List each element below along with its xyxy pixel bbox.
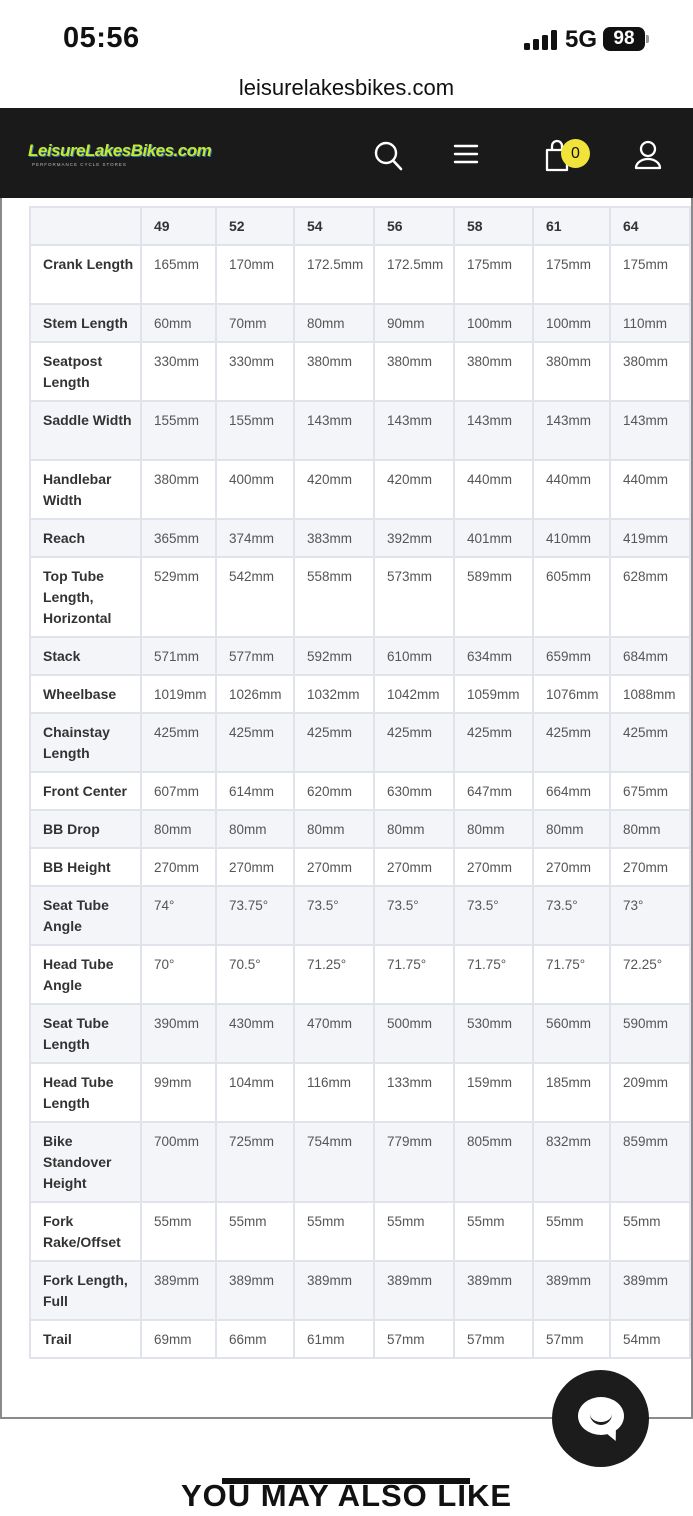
table-cell: 1088mm xyxy=(610,675,690,713)
size-header: 64 xyxy=(610,207,690,245)
table-cell: 70.5° xyxy=(216,945,294,1004)
table-cell: 620mm xyxy=(294,772,374,810)
table-cell: 577mm xyxy=(216,637,294,675)
table-cell: 573mm xyxy=(374,557,454,637)
table-cell: 143mm xyxy=(374,401,454,460)
table-cell: 859mm xyxy=(610,1122,690,1202)
table-row xyxy=(30,557,690,637)
table-cell: 143mm xyxy=(610,401,690,460)
table-cell: 165mm xyxy=(141,245,216,304)
table-cell: 684mm xyxy=(610,637,690,675)
table-cell: 104mm xyxy=(216,1063,294,1122)
table-cell: 270mm xyxy=(374,848,454,886)
table-cell: 330mm xyxy=(141,342,216,401)
table-cell: 209mm xyxy=(610,1063,690,1122)
table-cell: 610mm xyxy=(374,637,454,675)
table-cell: 380mm xyxy=(533,342,610,401)
table-row xyxy=(30,772,690,810)
table-cell: 57mm xyxy=(374,1320,454,1358)
size-header: 52 xyxy=(216,207,294,245)
table-cell: 55mm xyxy=(216,1202,294,1261)
table-cell: 155mm xyxy=(216,401,294,460)
table-cell: 430mm xyxy=(216,1004,294,1063)
table-cell: 470mm xyxy=(294,1004,374,1063)
status-time: 05:56 xyxy=(63,22,140,54)
table-cell: 73.5° xyxy=(454,886,533,945)
table-cell: 1076mm xyxy=(533,675,610,713)
row-label: Head Tube Angle xyxy=(30,945,141,1004)
table-cell: 55mm xyxy=(294,1202,374,1261)
table-cell: 80mm xyxy=(216,810,294,848)
table-row xyxy=(30,945,690,1004)
menu-icon[interactable] xyxy=(453,142,479,166)
table-cell: 1042mm xyxy=(374,675,454,713)
table-cell: 175mm xyxy=(454,245,533,304)
table-cell: 571mm xyxy=(141,637,216,675)
table-cell: 365mm xyxy=(141,519,216,557)
table-cell: 389mm xyxy=(141,1261,216,1320)
search-icon[interactable] xyxy=(373,140,403,172)
table-cell: 634mm xyxy=(454,637,533,675)
table-cell: 389mm xyxy=(533,1261,610,1320)
table-cell: 172.5mm xyxy=(374,245,454,304)
geometry-table-scroll[interactable] xyxy=(29,206,676,1366)
row-label: Trail xyxy=(30,1320,141,1358)
table-cell: 401mm xyxy=(454,519,533,557)
table-cell: 270mm xyxy=(610,848,690,886)
table-cell: 607mm xyxy=(141,772,216,810)
battery-tip xyxy=(646,35,649,43)
table-cell: 170mm xyxy=(216,245,294,304)
table-cell: 57mm xyxy=(454,1320,533,1358)
account-icon[interactable] xyxy=(633,139,663,171)
table-cell: 1059mm xyxy=(454,675,533,713)
table-cell: 425mm xyxy=(610,713,690,772)
table-cell: 143mm xyxy=(294,401,374,460)
row-label: Fork Rake/Offset xyxy=(30,1202,141,1261)
table-cell: 270mm xyxy=(294,848,374,886)
table-cell: 589mm xyxy=(454,557,533,637)
size-header: 58 xyxy=(454,207,533,245)
table-cell: 100mm xyxy=(533,304,610,342)
table-cell: 99mm xyxy=(141,1063,216,1122)
table-cell: 380mm xyxy=(374,342,454,401)
table-cell: 374mm xyxy=(216,519,294,557)
row-label: Head Tube Length xyxy=(30,1063,141,1122)
table-cell: 779mm xyxy=(374,1122,454,1202)
table-cell: 380mm xyxy=(454,342,533,401)
table-row xyxy=(30,304,690,342)
table-cell: 420mm xyxy=(294,460,374,519)
table-cell: 175mm xyxy=(610,245,690,304)
size-header: 61 xyxy=(533,207,610,245)
table-cell: 805mm xyxy=(454,1122,533,1202)
row-label: Reach xyxy=(30,519,141,557)
table-cell: 664mm xyxy=(533,772,610,810)
table-row xyxy=(30,342,690,401)
table-cell: 630mm xyxy=(374,772,454,810)
table-cell: 80mm xyxy=(374,810,454,848)
network-label: 5G xyxy=(565,26,598,53)
table-cell: 330mm xyxy=(216,342,294,401)
table-cell: 270mm xyxy=(454,848,533,886)
table-cell: 410mm xyxy=(533,519,610,557)
table-cell: 440mm xyxy=(454,460,533,519)
table-cell: 647mm xyxy=(454,772,533,810)
table-cell: 400mm xyxy=(216,460,294,519)
table-cell: 425mm xyxy=(141,713,216,772)
table-row xyxy=(30,401,690,460)
size-header-row xyxy=(30,207,690,245)
row-label: Top Tube Length, Horizontal xyxy=(30,557,141,637)
table-row xyxy=(30,848,690,886)
table-cell: 754mm xyxy=(294,1122,374,1202)
row-label: Seat Tube Length xyxy=(30,1004,141,1063)
table-cell: 55mm xyxy=(141,1202,216,1261)
row-label: Fork Length, Full xyxy=(30,1261,141,1320)
table-cell: 73° xyxy=(610,886,690,945)
table-cell: 159mm xyxy=(454,1063,533,1122)
table-cell: 1032mm xyxy=(294,675,374,713)
table-cell: 80mm xyxy=(141,810,216,848)
row-label: Seat Tube Angle xyxy=(30,886,141,945)
table-cell: 143mm xyxy=(454,401,533,460)
battery-icon: 98 xyxy=(603,27,645,51)
table-cell: 659mm xyxy=(533,637,610,675)
table-cell: 80mm xyxy=(533,810,610,848)
row-label: Stem Length xyxy=(30,304,141,342)
table-row xyxy=(30,637,690,675)
table-cell: 80mm xyxy=(610,810,690,848)
table-cell: 700mm xyxy=(141,1122,216,1202)
address-bar[interactable]: leisurelakesbikes.com xyxy=(238,75,455,100)
table-cell: 605mm xyxy=(533,557,610,637)
table-cell: 380mm xyxy=(141,460,216,519)
geometry-table xyxy=(29,206,691,1359)
table-cell: 70° xyxy=(141,945,216,1004)
table-cell: 440mm xyxy=(533,460,610,519)
table-cell: 110mm xyxy=(610,304,690,342)
table-row xyxy=(30,1004,690,1063)
row-label: Chainstay Length xyxy=(30,713,141,772)
table-cell: 500mm xyxy=(374,1004,454,1063)
table-cell: 70mm xyxy=(216,304,294,342)
table-row xyxy=(30,245,690,304)
row-label: Bike Standover Height xyxy=(30,1122,141,1202)
size-header: 56 xyxy=(374,207,454,245)
table-row xyxy=(30,1320,690,1358)
table-cell: 389mm xyxy=(374,1261,454,1320)
table-cell: 71.25° xyxy=(294,945,374,1004)
table-cell: 270mm xyxy=(533,848,610,886)
table-row xyxy=(30,675,690,713)
table-cell: 560mm xyxy=(533,1004,610,1063)
table-cell: 628mm xyxy=(610,557,690,637)
table-cell: 383mm xyxy=(294,519,374,557)
row-label: Wheelbase xyxy=(30,675,141,713)
row-label: BB Height xyxy=(30,848,141,886)
table-cell: 60mm xyxy=(141,304,216,342)
table-cell: 55mm xyxy=(533,1202,610,1261)
table-cell: 614mm xyxy=(216,772,294,810)
table-cell: 73.5° xyxy=(374,886,454,945)
table-cell: 57mm xyxy=(533,1320,610,1358)
table-cell: 270mm xyxy=(216,848,294,886)
table-cell: 592mm xyxy=(294,637,374,675)
table-cell: 55mm xyxy=(374,1202,454,1261)
table-cell: 155mm xyxy=(141,401,216,460)
table-row xyxy=(30,519,690,557)
row-label: Seatpost Length xyxy=(30,342,141,401)
row-label: Saddle Width xyxy=(30,401,141,460)
table-cell: 175mm xyxy=(533,245,610,304)
table-cell: 1026mm xyxy=(216,675,294,713)
table-cell: 71.75° xyxy=(533,945,610,1004)
table-cell: 389mm xyxy=(610,1261,690,1320)
table-cell: 425mm xyxy=(533,713,610,772)
table-cell: 389mm xyxy=(294,1261,374,1320)
table-row xyxy=(30,1261,690,1320)
table-cell: 425mm xyxy=(454,713,533,772)
table-cell: 419mm xyxy=(610,519,690,557)
table-cell: 420mm xyxy=(374,460,454,519)
table-cell: 143mm xyxy=(533,401,610,460)
chat-button[interactable] xyxy=(552,1370,649,1467)
table-cell: 425mm xyxy=(294,713,374,772)
table-cell: 380mm xyxy=(294,342,374,401)
table-cell: 80mm xyxy=(294,810,374,848)
table-cell: 73.75° xyxy=(216,886,294,945)
corner-cell xyxy=(30,207,141,245)
table-cell: 380mm xyxy=(610,342,690,401)
table-cell: 270mm xyxy=(141,848,216,886)
table-cell: 55mm xyxy=(454,1202,533,1261)
size-header: 54 xyxy=(294,207,374,245)
table-row xyxy=(30,460,690,519)
table-cell: 80mm xyxy=(454,810,533,848)
table-cell: 73.5° xyxy=(294,886,374,945)
table-cell: 172.5mm xyxy=(294,245,374,304)
table-cell: 389mm xyxy=(216,1261,294,1320)
table-row xyxy=(30,1122,690,1202)
table-cell: 185mm xyxy=(533,1063,610,1122)
table-cell: 72.25° xyxy=(610,945,690,1004)
table-row xyxy=(30,1202,690,1261)
table-cell: 74° xyxy=(141,886,216,945)
table-cell: 425mm xyxy=(216,713,294,772)
table-cell: 90mm xyxy=(374,304,454,342)
table-cell: 71.75° xyxy=(374,945,454,1004)
table-cell: 440mm xyxy=(610,460,690,519)
table-row xyxy=(30,810,690,848)
table-cell: 66mm xyxy=(216,1320,294,1358)
table-cell: 69mm xyxy=(141,1320,216,1358)
table-row xyxy=(30,886,690,945)
table-cell: 425mm xyxy=(374,713,454,772)
table-cell: 80mm xyxy=(294,304,374,342)
table-row xyxy=(30,1063,690,1122)
table-cell: 725mm xyxy=(216,1122,294,1202)
table-cell: 530mm xyxy=(454,1004,533,1063)
site-logo[interactable]: LeisureLakesBikes.com PERFORMANCE CYCLE STORES xyxy=(28,141,212,167)
table-cell: 558mm xyxy=(294,557,374,637)
row-label: Crank Length xyxy=(30,245,141,304)
table-cell: 390mm xyxy=(141,1004,216,1063)
table-cell: 529mm xyxy=(141,557,216,637)
size-header: 49 xyxy=(141,207,216,245)
table-cell: 389mm xyxy=(454,1261,533,1320)
table-row xyxy=(30,713,690,772)
status-bar xyxy=(0,0,693,70)
table-cell: 71.75° xyxy=(454,945,533,1004)
table-cell: 133mm xyxy=(374,1063,454,1122)
table-cell: 832mm xyxy=(533,1122,610,1202)
geometry-section xyxy=(0,198,693,1419)
table-cell: 1019mm xyxy=(141,675,216,713)
table-cell: 116mm xyxy=(294,1063,374,1122)
row-label: Front Center xyxy=(30,772,141,810)
cart-count-badge[interactable]: 0 xyxy=(561,139,590,168)
table-cell: 392mm xyxy=(374,519,454,557)
row-label: Stack xyxy=(30,637,141,675)
row-label: Handlebar Width xyxy=(30,460,141,519)
table-cell: 542mm xyxy=(216,557,294,637)
table-cell: 54mm xyxy=(610,1320,690,1358)
table-cell: 61mm xyxy=(294,1320,374,1358)
table-cell: 100mm xyxy=(454,304,533,342)
table-cell: 590mm xyxy=(610,1004,690,1063)
row-label: BB Drop xyxy=(30,810,141,848)
table-cell: 73.5° xyxy=(533,886,610,945)
you-may-also-like-heading: YOU MAY ALSO LIKE xyxy=(180,1478,513,1513)
table-cell: 675mm xyxy=(610,772,690,810)
signal-icon xyxy=(524,30,558,50)
table-cell: 55mm xyxy=(610,1202,690,1261)
